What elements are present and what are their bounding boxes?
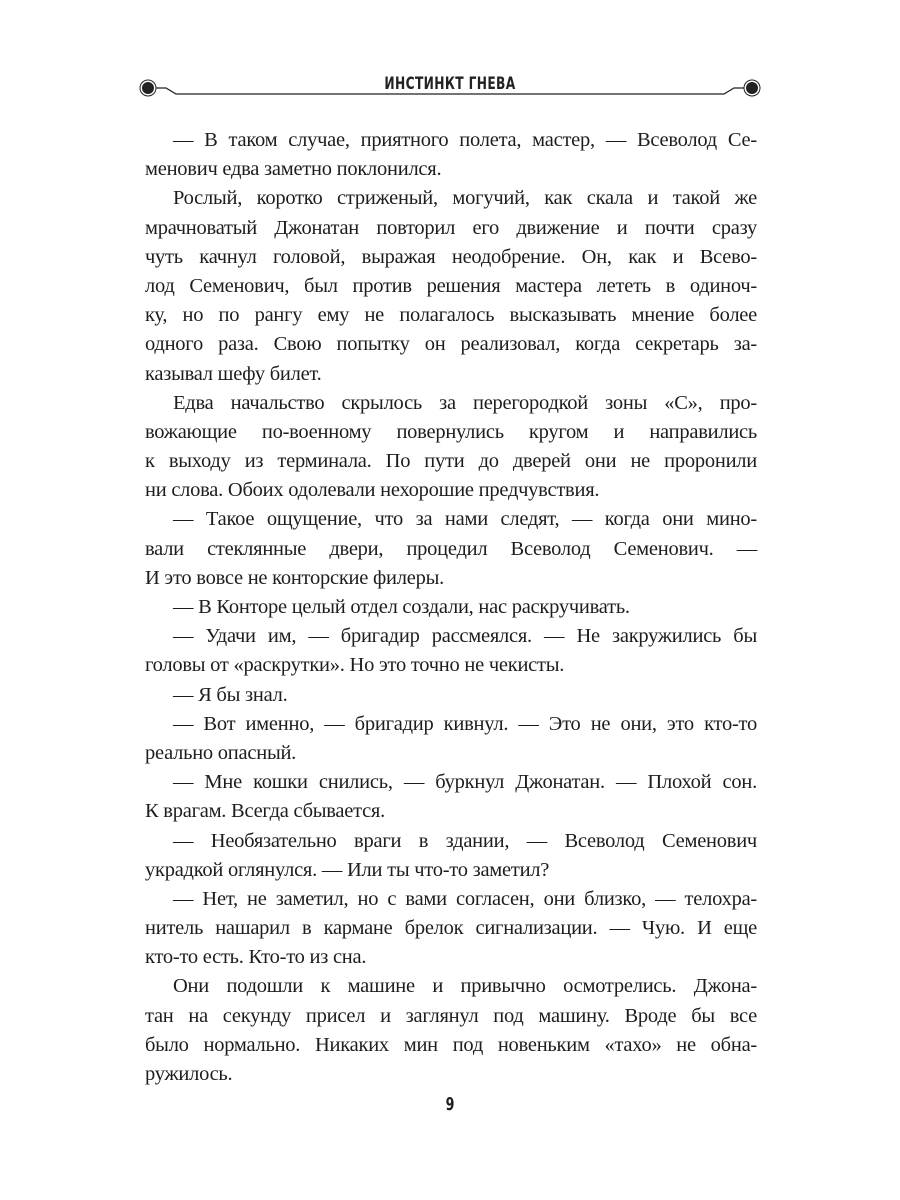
- paragraph: [145, 681, 757, 710]
- text-line: мрачноватый Джонатан повторил его движение и почти сразу: [145, 216, 757, 239]
- text-line: — Удачи им, — бригадир рассмеялся. — Не закружились бы: [173, 625, 757, 648]
- text-line: вожающие по-военному повернулись кругом и направились: [145, 420, 757, 443]
- text-line: — Необязательно враги в здании, — Всеволод Семенович: [173, 829, 757, 852]
- text-line: к выходу из терминала. По пути до дверей они не проронили: [145, 450, 757, 473]
- text-line: — Такое ощущение, что за нами следят, — когда они мино-: [173, 508, 757, 531]
- text-line: — Мне кошки снились, — буркнул Джонатан. — Плохой сон.: [173, 771, 757, 794]
- text-line: вали стеклянные двери, процедил Всеволод Семенович. —: [145, 537, 757, 560]
- text-line: ку, но по рангу ему не полагалось высказывать мнение более: [145, 304, 757, 327]
- paragraph: [145, 622, 757, 680]
- text-line: казывал шефу билет.: [145, 362, 322, 385]
- text-line: И это вовсе не конторские филеры.: [145, 566, 444, 589]
- paragraph: [145, 184, 757, 388]
- paragraph: [145, 710, 757, 768]
- text-line: — В Конторе целый отдел создали, нас раскручивать.: [173, 596, 630, 618]
- paragraph: [145, 768, 757, 826]
- text-line: нитель нашарил в кармане брелок сигнализации. — Чую. И еще: [145, 917, 757, 940]
- paragraph: [145, 389, 757, 506]
- running-header: [130, 66, 770, 106]
- paragraph: [145, 885, 757, 973]
- text-line: Они подошли к машине и привычно осмотрелись. Джона-: [173, 975, 757, 998]
- text-line: кто-то есть. Кто-то из сна.: [145, 946, 367, 969]
- text-line: реально опасный.: [145, 741, 297, 764]
- text-line: тан на секунду присел и заглянул под машину. Вроде бы все: [145, 1004, 757, 1027]
- text-line: К врагам. Всегда сбывается.: [145, 800, 385, 823]
- text-line: головы от «раскрутки». Но это точно не чекисты.: [145, 654, 565, 677]
- text-line: украдкой оглянулся. — Или ты что-то заметил?: [145, 858, 550, 881]
- text-line: ни слова. Обоих одолевали нехорошие предчувствия.: [145, 479, 600, 502]
- paragraph: [145, 126, 757, 184]
- ornament-circle-left-icon: [140, 80, 156, 96]
- text-line: ружилось.: [145, 1063, 233, 1085]
- page-number: 9: [445, 1094, 455, 1115]
- book-title: ИНСТИНКТ ГНЕВА: [384, 74, 516, 94]
- text-line: Рослый, коротко стриженый, могучий, как скала и такой же: [173, 187, 757, 210]
- text-line: — Нет, не заметил, но с вами согласен, они близко, — телохра-: [173, 887, 757, 910]
- text-line: одного раза. Свою попытку он реализовал, когда секретарь за-: [145, 333, 757, 356]
- body-text: [145, 126, 757, 1089]
- text-line: было нормально. Никаких мин под новеньким «тахо» не обна-: [145, 1033, 757, 1056]
- paragraph: [145, 593, 757, 622]
- paragraph: [145, 827, 757, 885]
- text-line: Едва начальство скрылось за перегородкой зоны «С», про-: [173, 391, 757, 414]
- paragraph: [145, 972, 757, 1089]
- text-line: лод Семенович, был против решения мастера лететь в одиноч-: [145, 274, 757, 297]
- text-line: — Вот именно, — бригадир кивнул. — Это не они, это кто-то: [173, 712, 757, 735]
- paragraph: [145, 505, 757, 593]
- ornament-circle-right-icon: [744, 80, 760, 96]
- text-line: — В таком случае, приятного полета, мастер, — Всеволод Се-: [173, 129, 757, 151]
- text-line: чуть качнул головой, выражая неодобрение. Он, как и Всево-: [145, 245, 757, 268]
- text-line: менович едва заметно поклонился.: [145, 158, 442, 181]
- text-line: — Я бы знал.: [173, 683, 288, 706]
